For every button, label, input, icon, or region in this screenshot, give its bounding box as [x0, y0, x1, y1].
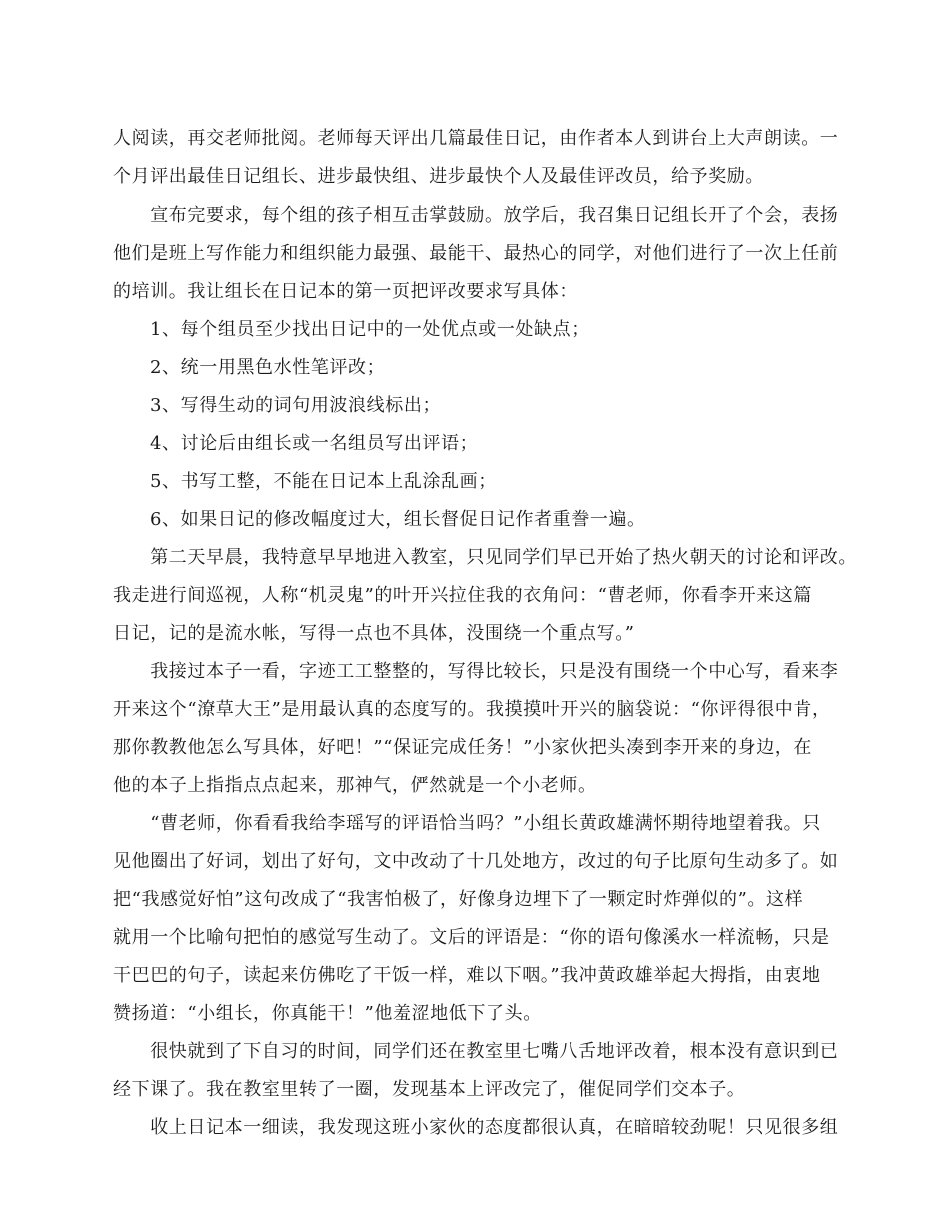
paragraph-line: 第二天早晨，我特意早早地进入教室，只见同学们早已开始了热火朝天的讨论和评改。 [113, 547, 857, 568]
paragraph-line: 日记，记的是流水帐，写得一点也不具体，没围绕一个重点写。” [113, 623, 635, 644]
paragraph-line: 赞扬道：“小组长，你真能干！”他羞涩地低下了头。 [113, 1003, 542, 1024]
paragraph-line: 他们是班上写作能力和组织能力最强、最能干、最热心的同学，对他们进行了一次上任前 [113, 243, 839, 264]
list-item: 6、如果日记的修改幅度过大，组长督促日记作者重誊一遍。 [150, 509, 646, 530]
paragraph-line: 我接过本子一看，字迹工工整整的，写得比较长，只是没有围绕一个中心写，看来李 [113, 661, 839, 682]
paragraph-line: 很快就到了下自习的时间，同学们还在教室里七嘴八舌地评改着，根本没有意识到已 [113, 1041, 839, 1062]
list-item: 3、写得生动的词句用波浪线标出； [150, 395, 442, 416]
paragraph-line: 经下课了。我在教室里转了一圈，发现基本上评改完了，催促同学们交本子。 [113, 1079, 746, 1100]
paragraph-line: 那你教教他怎么写具体，好吧！”“保证完成任务！”小家伙把头凑到李开来的身边，在 [113, 737, 813, 758]
paragraph-line: 收上日记本一细读，我发现这班小家伙的态度都很认真，在暗暗较劲呢！只见很多组 [113, 1117, 839, 1138]
paragraph-line: 开来这个“潦草大王”是用最认真的态度写的。我摸摸叶开兴的脑袋说：“你评得很中肯， [113, 699, 831, 720]
list-item: 5、书写工整，不能在日记本上乱涂乱画； [150, 471, 497, 492]
list-item: 2、统一用黑色水性笔评改； [150, 357, 386, 378]
paragraph-line: 就用一个比喻句把怕的感觉写生动了。文后的评语是：“你的语句像溪水一样流畅，只是 [113, 927, 830, 948]
paragraph-line: 他的本子上指指点点起来，那神气，俨然就是一个小老师。 [113, 775, 597, 796]
paragraph-line: “曹老师，你看看我给李瑶写的评语恰当吗？”小组长黄政雄满怀期待地望着我。只 [113, 813, 821, 834]
list-item: 1、每个组员至少找出日记中的一处优点或一处缺点； [150, 319, 590, 340]
paragraph-line: 我走进行间巡视，人称“机灵鬼”的叶开兴拉住我的衣角问：“曹老师，你看李开来这篇 [113, 585, 813, 606]
paragraph-line: 见他圈出了好词，划出了好句，文中改动了十几处地方，改过的句子比原句生动多了。如 [113, 851, 839, 872]
list-item: 4、讨论后由组长或一名组员写出评语； [150, 433, 479, 454]
paragraph-line: 把“我感觉好怕”这句改成了“我害怕极了，好像身边埋下了一颗定时炸弹似的”。这样 [113, 889, 804, 910]
paragraph-line: 个月评出最佳日记组长、进步最快组、进步最快个人及最佳评改员，给予奖励。 [113, 166, 764, 187]
paragraph-line: 干巴巴的句子，读起来仿佛吃了干饭一样，难以下咽。”我冲黄政雄举起大拇指，由衷地 [113, 965, 821, 986]
paragraph-line: 的培训。我让组长在日记本的第一页把评改要求写具体： [113, 281, 578, 302]
paragraph-line: 宣布完要求，每个组的孩子相互击掌鼓励。放学后，我召集日记组长开了个会，表扬 [113, 205, 839, 226]
paragraph-line: 人阅读，再交老师批阅。老师每天评出几篇最佳日记，由作者本人到讲台上大声朗读。一 [113, 128, 839, 149]
